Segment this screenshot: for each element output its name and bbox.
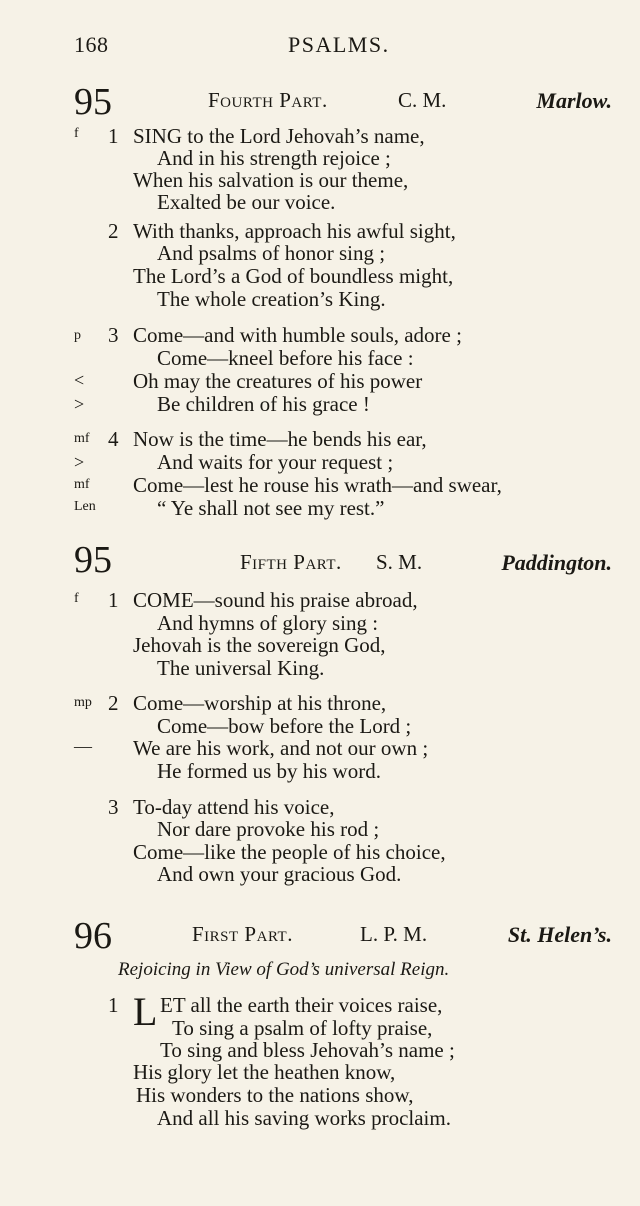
dynamic-mark: mf: [74, 477, 90, 492]
dynamic-mark: mf: [74, 431, 90, 446]
verse-line: ET all the earth their voices raise,: [160, 993, 443, 1017]
dynamic-mark: f: [74, 126, 79, 141]
verse-number: 1: [108, 124, 119, 148]
verse-line: The Lord’s a God of boundless might,: [133, 264, 454, 288]
verse-number: 2: [108, 691, 119, 715]
dynamic-mark: >: [74, 394, 85, 414]
page-number: 168: [74, 32, 109, 57]
verse-number: 3: [108, 795, 119, 819]
hymn-heading: [74, 80, 612, 123]
verse-line: We are his work, and not our own ;: [133, 736, 429, 760]
verse-line: Be children of his grace !: [157, 392, 370, 416]
verse-line: Come—lest he rouse his wrath—and swear,: [133, 473, 502, 497]
hymn-part: Fourth Part.: [208, 88, 328, 112]
hymn-meter: S. M.: [376, 550, 423, 574]
verse-line: The universal King.: [157, 656, 325, 680]
verse-number: 2: [108, 219, 119, 243]
verse-line: To-day attend his voice,: [133, 795, 335, 819]
verse-line: To sing a psalm of lofty praise,: [172, 1016, 433, 1040]
hymn-subtitle: Rejoicing in View of God’s universal Reign.: [118, 959, 450, 980]
verse-line: And hymns of glory sing :: [157, 611, 379, 635]
dynamic-mark: Len: [74, 499, 96, 514]
verse-line: Oh may the creatures of his power: [133, 369, 423, 393]
dynamic-mark: p: [74, 328, 81, 343]
verse-line: Jehovah is the sovereign God,: [133, 633, 386, 657]
dynamic-mark: f: [74, 591, 79, 606]
verse-line: And psalms of honor sing ;: [157, 241, 386, 265]
verse-line: Now is the time—he bends his ear,: [133, 427, 427, 451]
verse-line: He formed us by his word.: [157, 759, 381, 783]
hymn-tune: St. Helen’s.: [507, 922, 612, 947]
verse-line: Come—and with humble souls, adore ;: [133, 323, 462, 347]
verse-line: When his salvation is our theme,: [133, 168, 409, 192]
dynamic-mark: mp: [74, 695, 92, 710]
verse-line: The whole creation’s King.: [157, 287, 386, 311]
verse-line: Come—worship at his throne,: [133, 691, 387, 715]
dynamic-mark: >: [74, 452, 85, 472]
verse-number: 4: [108, 427, 119, 451]
verse-line: His wonders to the nations show,: [136, 1083, 414, 1107]
hymn-part: First Part.: [192, 922, 293, 946]
verse-line: SING to the Lord Jehovah’s name,: [133, 124, 425, 148]
hymn-part: Fifth Part.: [240, 550, 342, 574]
verse-line: With thanks, approach his awful sight,: [133, 219, 456, 243]
dynamic-mark: <: [74, 370, 85, 390]
verse-line: COME—sound his praise abroad,: [133, 588, 418, 612]
hymn-number: 96: [74, 915, 112, 957]
verse-line: Come—like the people of his choice,: [133, 840, 446, 864]
hymn-tune: Marlow.: [536, 88, 612, 113]
hymn-heading: [74, 538, 612, 581]
verse-number: 3: [108, 323, 119, 347]
verse-line: His glory let the heathen know,: [133, 1060, 396, 1084]
verse-line: Nor dare provoke his rod ;: [157, 817, 380, 841]
verse-line: And in his strength rejoice ;: [157, 146, 391, 170]
verse-line: Come—bow before the Lord ;: [157, 714, 412, 738]
verse-line: And all his saving works proclaim.: [157, 1106, 451, 1130]
verse-line: And waits for your request ;: [157, 450, 394, 474]
verse-line: Exalted be our voice.: [157, 190, 336, 214]
dynamic-mark: —: [74, 736, 92, 756]
hymn-meter: L. P. M.: [360, 922, 428, 946]
hymn-heading: [74, 914, 612, 957]
hymn-tune: Paddington.: [501, 550, 612, 575]
hymn-meter: C. M.: [398, 88, 447, 112]
verse-line: To sing and bless Jehovah’s name ;: [160, 1038, 455, 1062]
verse-number: 1: [108, 993, 119, 1017]
verse-line: And own your gracious God.: [157, 862, 402, 886]
page-title: PSALMS.: [288, 32, 390, 57]
drop-cap: L: [133, 989, 158, 1034]
hymn-number: 95: [74, 81, 112, 123]
hymn-number: 95: [74, 539, 112, 581]
verse-number: 1: [108, 588, 119, 612]
verse-line: Come—kneel before his face :: [157, 346, 414, 370]
verse-line: “ Ye shall not see my rest.”: [157, 496, 385, 520]
running-header: [74, 32, 610, 62]
